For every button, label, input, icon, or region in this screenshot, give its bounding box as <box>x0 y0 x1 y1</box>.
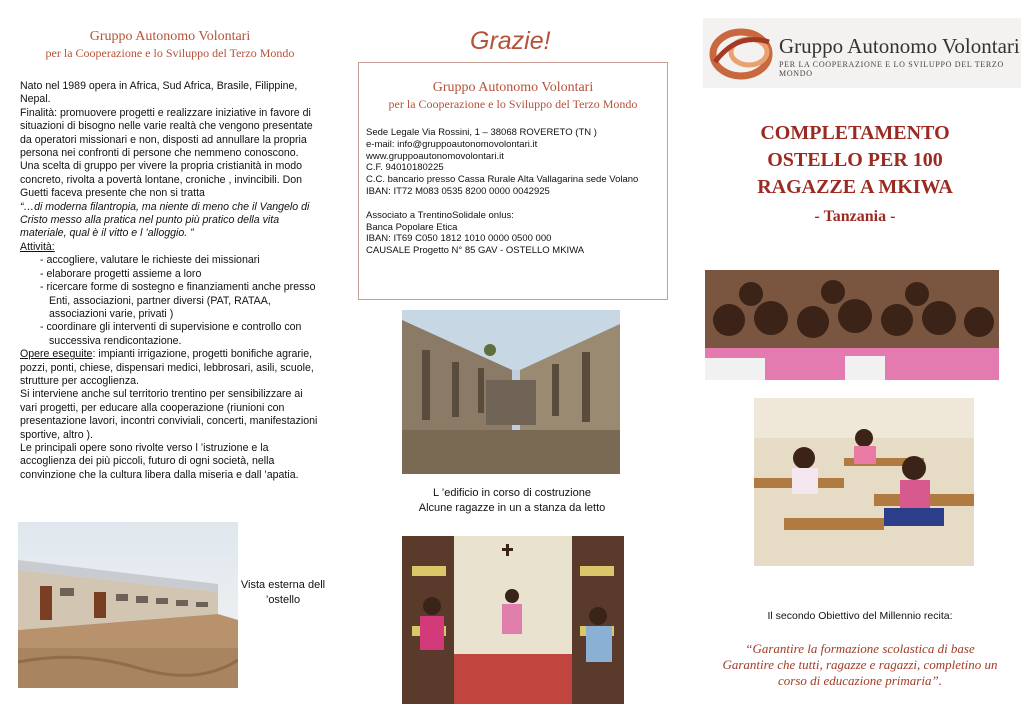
hostel-exterior-caption: Vista esterna dell ’ostello <box>240 579 326 606</box>
principali-text: Le principali opere sono rivolte verso l ’istruzione e la accoglienza dei più piccoli, futuro di ogni società, nella convinzione che la cultura libera dalla miseria e dall ’apatia. <box>20 441 299 481</box>
intro-text: Nato nel 1989 opera in Africa, Sud Africa, Brasile, Filippine, Nepal. <box>20 80 298 106</box>
box-subtitle: per la Cooperazione e lo Sviluppo del Terzo Mondo <box>388 97 638 111</box>
opere-text <box>20 348 320 388</box>
box-header <box>359 79 667 113</box>
org-name: Gruppo Autonomo Volontari <box>89 29 251 44</box>
title-line: COMPLETAMENTO <box>760 122 950 144</box>
website-link[interactable]: www.gruppoautonomovolontari.it <box>366 150 504 162</box>
list-item: - accogliere, valutare le richieste dei missionari <box>40 254 260 267</box>
opere-body: : impianti irrigazione, progetti bonifiche agrarie, pozzi, ponti, chiese, dispensari medici, lebbrosari, asili, scuole, strutture per accoglienza. <box>20 348 314 387</box>
attivita-list <box>20 254 320 348</box>
list-item: - ricercare forme di sostegno e finanziamenti anche presso Enti, associazioni, partner diversi (PAT, RATAA, associazioni varie, privati ) <box>40 281 316 320</box>
logo-name: Gruppo Autonomo Volontari <box>779 34 1020 58</box>
territorio-text: Si interviene anche sul territorio trentino per sensibilizzare ai vari progetti, per educare alla cooperazione (riunioni con presentazione lavori, incontri conviviali, concerti, manifestazioni sportive, altro ). <box>20 388 318 441</box>
attivita-label: Attività: <box>20 240 55 253</box>
quote-line: Garantire che tutti, ragazze e ragazzi, completino un <box>722 657 998 672</box>
box-title: Gruppo Autonomo Volontari <box>432 80 594 95</box>
contact-line: Banca Popolare Etica <box>366 221 458 233</box>
photo-captions <box>392 486 632 516</box>
panel1-body <box>20 80 320 482</box>
spacer <box>366 198 638 210</box>
list-item: - coordinare gli interventi di supervisione e controllo con successiva rendicontazione. <box>40 321 302 347</box>
bedroom-photo <box>402 536 624 704</box>
logo-block <box>703 18 1021 88</box>
hostel-exterior-photo <box>18 522 238 688</box>
panel1-header <box>0 28 340 62</box>
construction-photo <box>402 310 620 474</box>
title-line: RAGAZZE A MKIWA <box>757 176 953 198</box>
millennium-quote <box>705 641 1015 689</box>
quote-line: corso di educazione primaria”. <box>778 673 942 688</box>
logo-subtitle: PER LA COOPERAZIONE E LO SVILUPPO DEL TERZO MONDO <box>779 60 1004 78</box>
list-item: - elaborare progetti assieme a loro <box>40 267 202 280</box>
contact-line: IBAN: IT72 M083 0535 8200 0000 0042925 <box>366 185 550 197</box>
logo-icon <box>707 22 777 84</box>
construction-caption: L ’edificio in corso di costruzione <box>433 487 591 499</box>
contact-info <box>366 127 638 257</box>
contact-box <box>358 62 668 300</box>
org-subtitle: per la Cooperazione e lo Sviluppo del Terzo Mondo <box>45 46 295 60</box>
brochure-title <box>720 120 990 201</box>
bedroom-caption: Alcune ragazze in un a stanza da letto <box>418 502 606 514</box>
contact-line: C.F. 94010180225 <box>366 162 444 174</box>
quote-text: “…di moderna filantropia, ma niente di meno che il Vangelo di Cristo messo alla pratica nel punto più pratico della vita materiale, qual è il vitto e l ’alloggio. ” <box>20 200 310 240</box>
girls-group-photo <box>705 270 999 380</box>
contact-line: Associato a TrentinoSolidale onlus: <box>366 209 514 221</box>
country-subtitle: - Tanzania - <box>814 208 896 225</box>
classroom-photo <box>754 398 974 566</box>
finalita-text: Finalità: promuovere progetti e realizzare iniziative in favore di situazioni di bisogno nelle varie realtà che vengono presentate da operatori missionari e non, disposti ad annullare la propria persona nei confronti di persone che nemmeno conoscono. Una scelta di gruppo per vivere la propria cristianità in modo concreto, rivolta a povertà lontane, croniche , invincibili. Don Guetti faceva presente che non si tratta <box>20 106 313 200</box>
contact-line: C.C. bancario presso Cassa Rurale Alta Vallagarina sede Volano <box>366 174 639 186</box>
causale-line: CAUSALE Progetto N° 85 GAV - OSTELLO MKIWA <box>366 245 585 257</box>
quote-line: “Garantire la formazione scolastica di base <box>745 641 975 656</box>
obiettivo-text: Il secondo Obiettivo del Millennio recita: <box>767 610 953 622</box>
opere-label: Opere eseguite <box>20 348 93 361</box>
contact-line: IBAN: IT69 C050 1812 1010 0000 0500 000 <box>366 233 552 245</box>
email-link[interactable]: e-mail: info@gruppoautonomovolontari.it <box>366 138 538 150</box>
title-line: OSTELLO PER 100 <box>767 149 943 171</box>
grazie-heading: Grazie! <box>470 27 551 55</box>
contact-line: Sede Legale Via Rossini, 1 – 38068 ROVERETO (TN ) <box>366 127 597 138</box>
